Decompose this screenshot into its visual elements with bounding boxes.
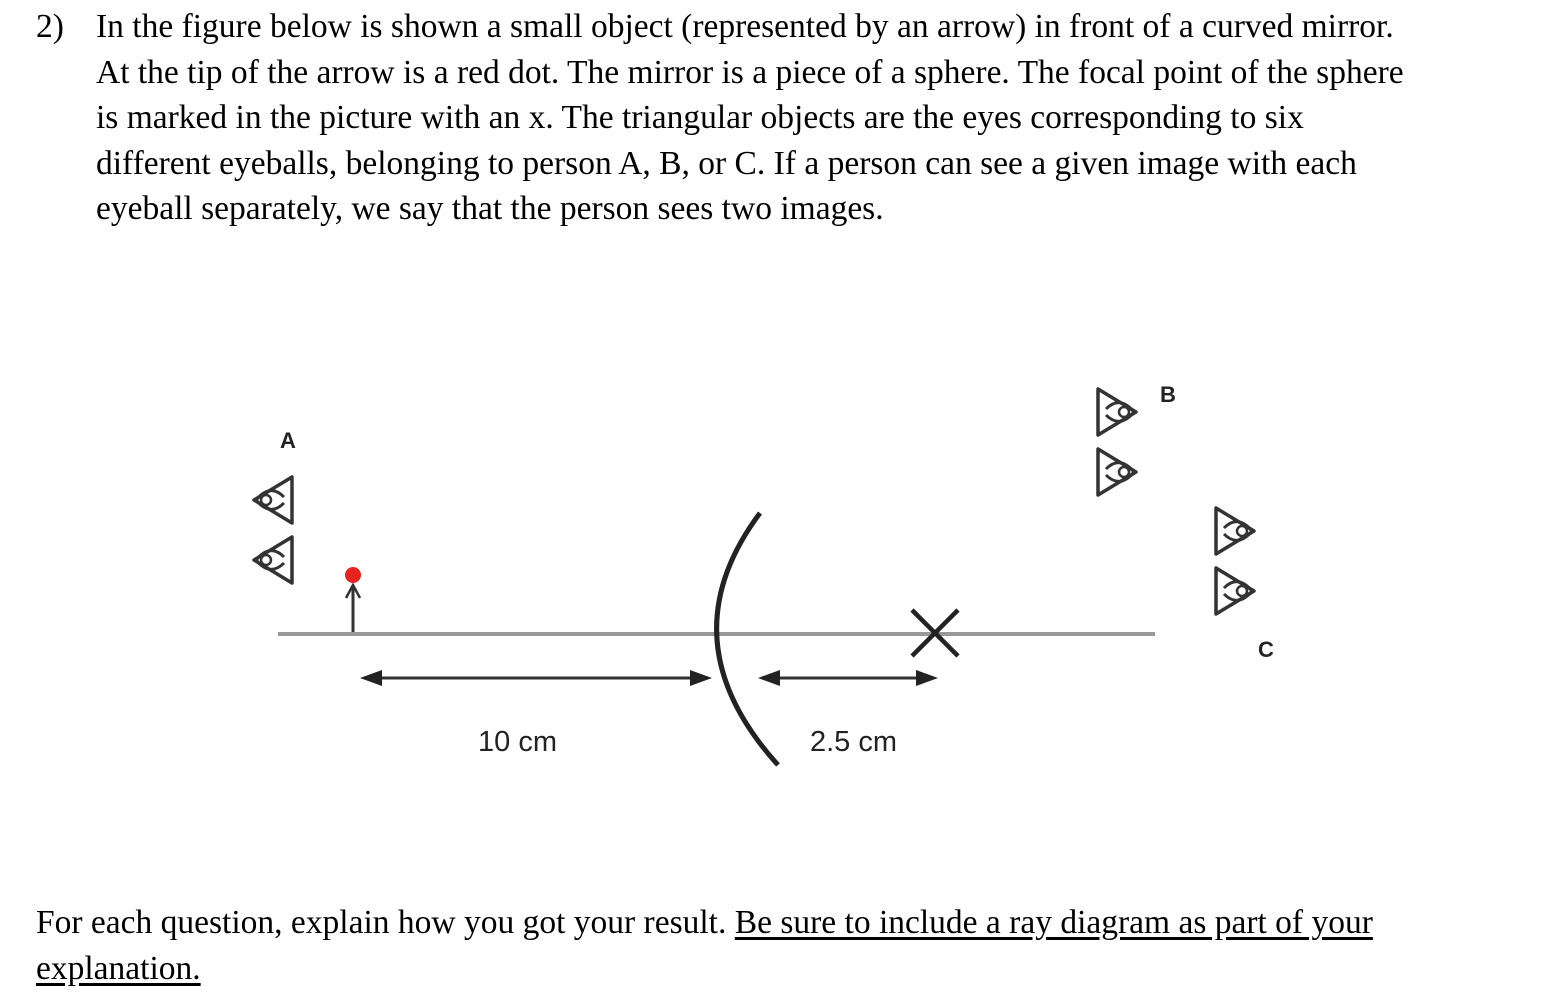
eye-c-lower (1216, 568, 1254, 614)
question-number: 2) (36, 8, 64, 45)
question-line: At the tip of the arrow is a red dot. The mirror is a piece of a sphere. The focal point of the sphere (96, 53, 1404, 91)
label-a: A (280, 428, 296, 453)
question-line: In the figure below is shown a small object (represented by an arrow) in front of a curved mirror. (96, 8, 1394, 45)
eye-b-lower (1098, 449, 1136, 495)
eye-b-upper (1098, 389, 1136, 435)
question-line: different eyeballs, belonging to person A, B, or C. If a person can see a given image with each (96, 144, 1357, 182)
eye-a-upper (254, 477, 292, 523)
question-line: eyeball separately, we say that the person sees two images. (96, 190, 884, 227)
distance-arrow-2-5cm (758, 670, 938, 686)
distance-label-2-5cm: 2.5 cm (810, 726, 898, 758)
eye-c-upper (1216, 508, 1254, 554)
instructions-footer (36, 900, 1536, 992)
footer-plain-text: For each question, explain how you got your result. (36, 904, 735, 941)
curved-mirror (717, 513, 778, 765)
distance-label-10cm: 10 cm (478, 726, 557, 758)
label-c: C (1258, 637, 1274, 662)
red-dot (345, 567, 361, 583)
label-b: B (1160, 382, 1176, 407)
footer-underlined-text-2: explanation. (36, 950, 201, 987)
question-line: is marked in the picture with an x. The triangular objects are the eyes corresponding to six (96, 99, 1304, 136)
footer-underlined-text: Be sure to include a ray diagram as part of your (734, 904, 1373, 941)
distance-arrow-10cm (360, 670, 712, 686)
object-arrow (346, 585, 360, 632)
eye-a-lower (254, 537, 292, 583)
